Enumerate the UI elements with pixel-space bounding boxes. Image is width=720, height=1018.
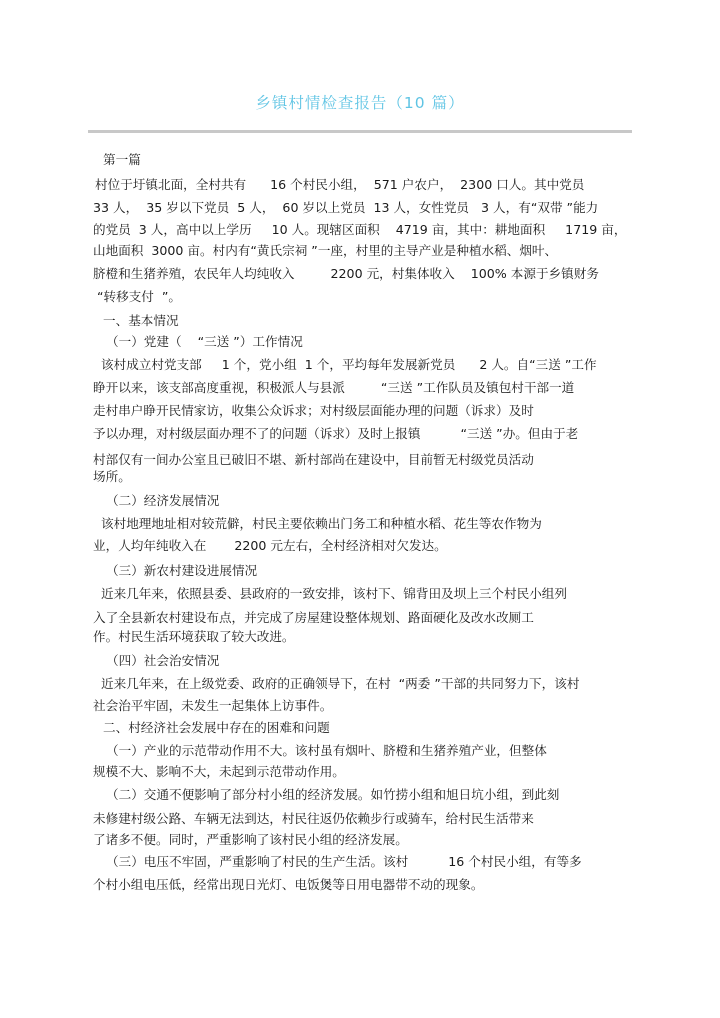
text-line: 社会治平牢固，未发生一起集体上访事件。 (93, 698, 333, 713)
text-line: 了诸多不便。同时，严重影响了该村民小组的经济发展。 (93, 832, 408, 847)
text-line: （二）交通不便影响了部分村小组的经济发展。如竹捞小组和旭日坑小组，到此刻 (106, 787, 560, 802)
title-divider (88, 130, 632, 133)
section-heading: 一、基本情况 (103, 313, 179, 328)
text-line: 作。村民生活环境获取了较大改进。 (93, 629, 295, 644)
subsection-heading: （二）经济发展情况 (106, 493, 220, 508)
text-line: 业，人均年纯收入在 2200 元左右，全村经济相对欠发达。 (93, 538, 447, 553)
text-line: 近来几年来，在上级党委、政府的正确领导下，在村 “两委 ”干部的共同努力下，该村 (101, 676, 580, 691)
text-line: 场所。 (93, 469, 131, 484)
text-line: 予以办理，对村级层面办理不了的问题（诉求）及时上报镇 “三送 ”办。但由于老 (93, 426, 579, 441)
text-line: 睁开以来，该支部高度重视，积极派人与县派 “三送 ”工作队员及镇包村干部一道 (93, 380, 575, 395)
text-line: 个村小组电压低，经常出现日光灯、电饭煲等日用电器带不动的现象。 (93, 877, 484, 892)
subsection-heading: （一）党建（ “三送 ”）工作情况 (106, 334, 303, 349)
subsection-heading: （四）社会治安情况 (106, 653, 220, 668)
subsection-heading: （三）新农村建设进展情况 (106, 563, 258, 578)
document-title: 乡镇村情检查报告（10 篇） (255, 94, 465, 112)
text-line: （三）电压不牢固，严重影响了村民的生产生活。该村 16 个村民小组，有等多 (106, 854, 582, 869)
text-line: 山地面积 3000 亩。村内有“黄氏宗祠 ”一座，村里的主导产业是种植水稻、烟叶、 (93, 243, 558, 258)
text-line: 该村地理地址相对较荒僻，村民主要依赖出门务工和种植水稻、花生等农作物为 (101, 516, 542, 531)
section-heading: 二、村经济社会发展中存在的困难和问题 (103, 720, 330, 735)
text-line: 村部仅有一间办公室且已破旧不堪、新村部尚在建设中，目前暂无村级党员活动 (93, 452, 534, 467)
text-line: 的党员 3 人，高中以上学历 10 人。现辖区面积 4719 亩，其中：耕地面积 1719 亩， (93, 222, 627, 237)
text-line: 33 人， 35 岁以下党员 5 人， 60 岁以上党员 13 人，女性党员 3 人，有“双带 ”能力 (93, 200, 599, 215)
text-line: 近来几年来，依照县委、县政府的一致安排，该村下、锦背田及坝上三个村民小组列 (101, 586, 567, 601)
text-line: 规模不大、影响不大，未起到示范带动作用。 (93, 764, 345, 779)
text-line: 入了全县新农村建设布点，并完成了房屋建设整体规划、路面硬化及改水改厕工 (93, 610, 534, 625)
text-line: 该村成立村党支部 1 个，党小组 1 个，平均每年发展新党员 2 人。自“三送 ”工作 (101, 357, 597, 372)
text-line: 第一篇 (103, 152, 141, 167)
text-line: （一）产业的示范带动作用不大。该村虽有烟叶、脐橙和生猪养殖产业，但整体 (106, 743, 547, 758)
text-line: 走村串户睁开民情家访，收集公众诉求；对村级层面能办理的问题（诉求）及时 (93, 403, 534, 418)
text-line: 未修建村级公路、车辆无法到达，村民往返仍依赖步行或骑车，给村民生活带来 (93, 811, 534, 826)
text-line: 村位于圩镇北面，全村共有 16 个村民小组， 571 户农户， 2300 口人。其中党员 (95, 177, 585, 192)
text-line: 脐橙和生猪养殖，农民年人均纯收入 2200 元，村集体收入 100% 本源于乡镇财务 (93, 266, 599, 281)
text-line: “转移支付 ”。 (97, 289, 182, 304)
